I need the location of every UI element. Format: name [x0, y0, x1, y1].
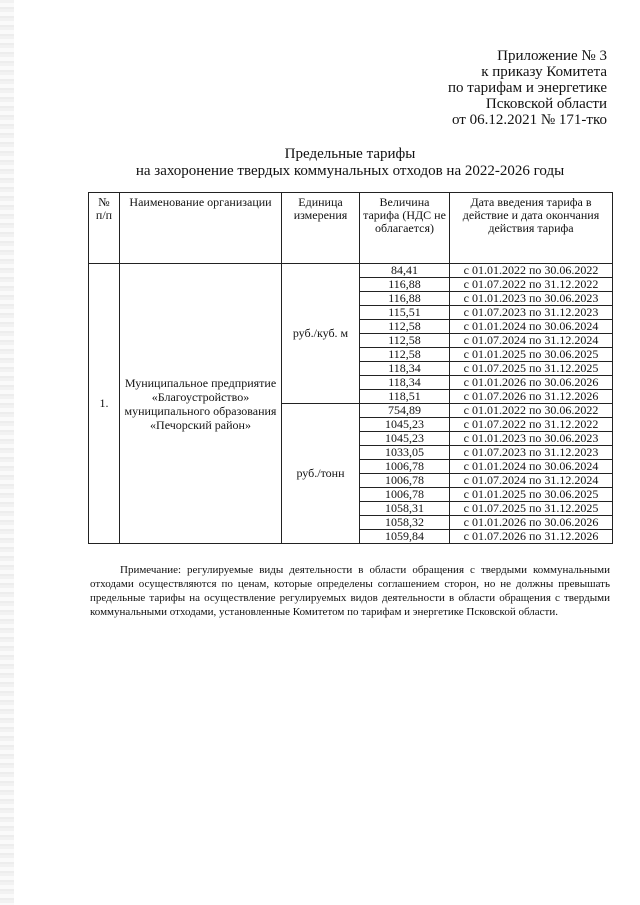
header-period: Дата введения тарифа в действие и дата окончания действия тарифа [450, 193, 613, 264]
tariff-period: с 01.01.2022 по 30.06.2022 [450, 264, 613, 278]
tariff-value: 112,58 [360, 334, 450, 348]
appendix-line: по тарифам и энергетике [448, 80, 607, 96]
table-header-row [89, 193, 613, 264]
title-line-1: Предельные тарифы [284, 146, 416, 162]
tariff-period: с 01.07.2024 по 31.12.2024 [450, 334, 613, 348]
tariff-table [88, 192, 613, 544]
row-number: 1. [89, 264, 120, 544]
tariff-value: 754,89 [360, 404, 450, 418]
appendix-line: Приложение № 3 [497, 48, 607, 64]
tariff-period: с 01.01.2025 по 30.06.2025 [450, 348, 613, 362]
footnote: Примечание: регулируемые виды деятельности в области обращения с твердыми коммунальными отходами осуществляются по ценам, которые определены соглашением сторон, но не должны превышать предельные тарифы на осуществление регулируемых видов деятельности в области обращения с твердыми коммунальными отходами, установленные Комитетом по тарифам и энергетике Псковской области. [90, 564, 610, 618]
tariff-value: 84,41 [360, 264, 450, 278]
header-num: № п/п [89, 193, 120, 264]
scan-edge [0, 0, 14, 905]
table-body [89, 264, 613, 544]
tariff-period: с 01.07.2022 по 31.12.2022 [450, 278, 613, 292]
header-org: Наименование организации [120, 193, 282, 264]
tariff-period: с 01.01.2023 по 30.06.2023 [450, 292, 613, 306]
organization-name: Муниципальное предприятие «Благоустройство» муниципального образования «Печорский район» [120, 264, 282, 544]
tariff-period: с 01.07.2022 по 31.12.2022 [450, 418, 613, 432]
tariff-period: с 01.01.2024 по 30.06.2024 [450, 320, 613, 334]
document-title [90, 146, 610, 180]
appendix-header [448, 48, 607, 128]
tariff-value: 1006,78 [360, 474, 450, 488]
tariff-period: с 01.07.2023 по 31.12.2023 [450, 446, 613, 460]
tariff-period: с 01.01.2026 по 30.06.2026 [450, 376, 613, 390]
tariff-value: 118,34 [360, 376, 450, 390]
tariff-value: 112,58 [360, 320, 450, 334]
appendix-line: к приказу Комитета [481, 64, 607, 80]
unit-cell: руб./тонн [282, 404, 360, 544]
tariff-value: 1058,31 [360, 502, 450, 516]
tariff-period: с 01.01.2023 по 30.06.2023 [450, 432, 613, 446]
tariff-period: с 01.07.2026 по 31.12.2026 [450, 530, 613, 544]
header-unit: Единица измерения [282, 193, 360, 264]
tariff-period: с 01.07.2024 по 31.12.2024 [450, 474, 613, 488]
tariff-period: с 01.01.2025 по 30.06.2025 [450, 488, 613, 502]
tariff-value: 112,58 [360, 348, 450, 362]
tariff-value: 116,88 [360, 292, 450, 306]
tariff-period: с 01.01.2024 по 30.06.2024 [450, 460, 613, 474]
header-value: Величина тарифа (НДС не облагается) [360, 193, 450, 264]
tariff-value: 1045,23 [360, 418, 450, 432]
tariff-value: 1006,78 [360, 460, 450, 474]
tariff-value: 115,51 [360, 306, 450, 320]
tariff-value: 118,34 [360, 362, 450, 376]
tariff-period: с 01.07.2023 по 31.12.2023 [450, 306, 613, 320]
tariff-value: 1006,78 [360, 488, 450, 502]
tariff-value: 1045,23 [360, 432, 450, 446]
unit-cell: руб./куб. м [282, 264, 360, 404]
tariff-period: с 01.07.2026 по 31.12.2026 [450, 390, 613, 404]
tariff-period: с 01.07.2025 по 31.12.2025 [450, 362, 613, 376]
tariff-value: 116,88 [360, 278, 450, 292]
tariff-value: 1033,05 [360, 446, 450, 460]
appendix-line: от 06.12.2021 № 171-тко [452, 112, 607, 128]
tariff-period: с 01.01.2026 по 30.06.2026 [450, 516, 613, 530]
tariff-value: 118,51 [360, 390, 450, 404]
tariff-value: 1059,84 [360, 530, 450, 544]
tariff-period: с 01.01.2022 по 30.06.2022 [450, 404, 613, 418]
title-line-2: на захоронение твердых коммунальных отходов на 2022-2026 годы [135, 163, 565, 179]
table-row [89, 264, 613, 278]
appendix-line: Псковской области [485, 96, 607, 112]
tariff-period: с 01.07.2025 по 31.12.2025 [450, 502, 613, 516]
tariff-value: 1058,32 [360, 516, 450, 530]
